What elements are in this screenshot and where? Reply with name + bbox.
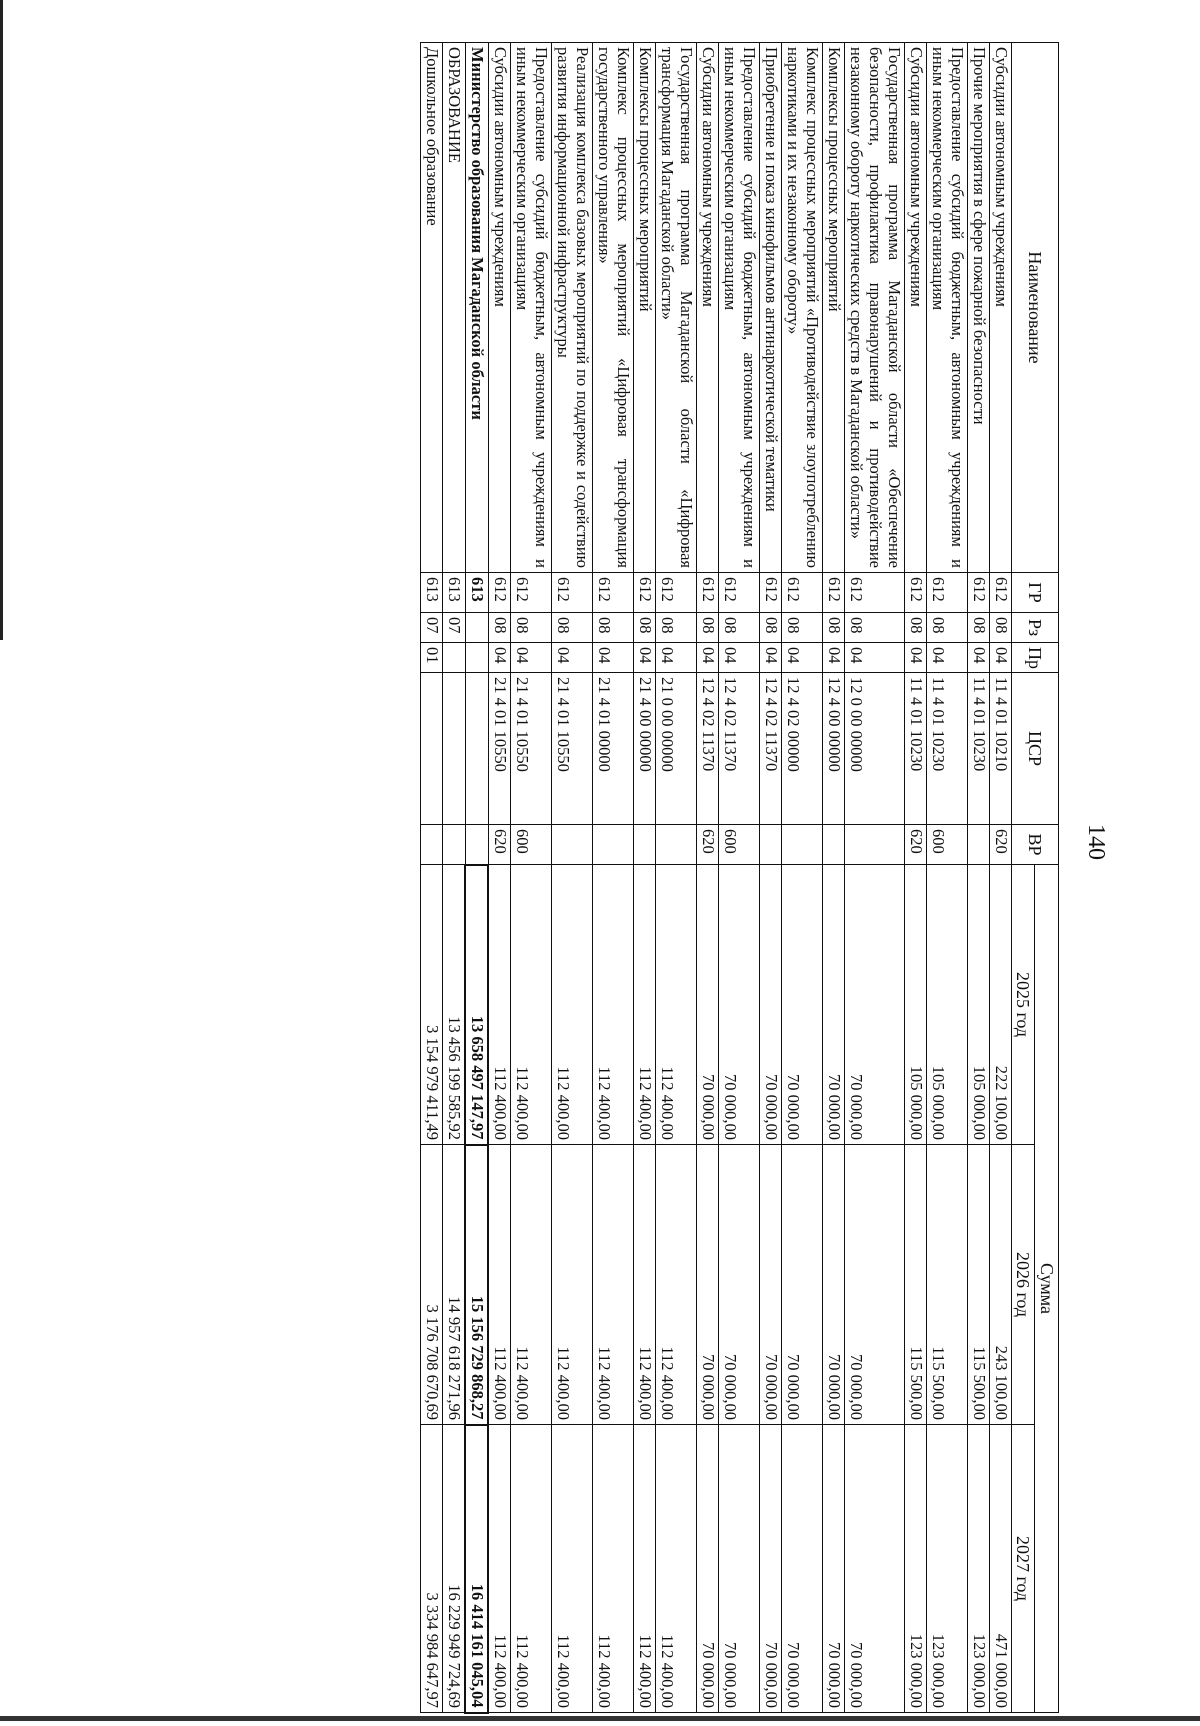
cell-csr: 12 4 02 11370: [719, 673, 760, 825]
cell-vr: [593, 825, 634, 865]
cell-csr: 12 4 02 11370: [760, 673, 782, 825]
header-2027: 2027 год: [1011, 1425, 1035, 1713]
cell-pr: 04: [593, 643, 634, 673]
cell-gr: 612: [822, 573, 844, 613]
table-row: [719, 43, 760, 1713]
cell-y2027: 16 414 161 045,04: [465, 1425, 488, 1713]
cell-name: Государственная программа Магаданской области «Цифровая трансформация Магаданской области»: [656, 43, 697, 573]
cell-csr: 11 4 01 10230: [967, 673, 989, 825]
table-row: [989, 43, 1011, 1713]
cell-vr: 600: [926, 825, 967, 865]
cell-y2027: 112 400,00: [552, 1425, 593, 1713]
cell-rz: 08: [967, 613, 989, 643]
cell-vr: [634, 825, 656, 865]
cell-y2026: 112 400,00: [634, 1145, 656, 1425]
cell-gr: 612: [656, 573, 697, 613]
cell-name: Комплекс процессных мероприятий «Цифровая трансформация государственного управления»: [593, 43, 634, 573]
cell-name: Приобретение и показ кинофильмов антинаркотической тематики: [760, 43, 782, 573]
cell-y2026: 243 100,00: [989, 1145, 1011, 1425]
cell-y2027: 471 000,00: [989, 1425, 1011, 1713]
cell-y2025: 112 400,00: [552, 865, 593, 1145]
cell-gr: 612: [552, 573, 593, 613]
cell-vr: [421, 825, 443, 865]
cell-y2025: 3 154 979 411,49: [421, 865, 443, 1145]
cell-y2027: 70 000,00: [822, 1425, 844, 1713]
cell-pr: 04: [511, 643, 552, 673]
cell-y2027: 112 400,00: [634, 1425, 656, 1713]
cell-vr: 620: [488, 825, 510, 865]
cell-rz: 08: [634, 613, 656, 643]
cell-name: ОБРАЗОВАНИЕ: [443, 43, 465, 573]
cell-rz: 08: [781, 613, 822, 643]
header-csr: ЦСР: [1011, 673, 1058, 825]
header-rz: Рз: [1011, 613, 1058, 643]
header-gr: ГР: [1011, 573, 1058, 613]
cell-y2026: 112 400,00: [656, 1145, 697, 1425]
cell-pr: 04: [926, 643, 967, 673]
cell-gr: 612: [488, 573, 510, 613]
cell-pr: 04: [634, 643, 656, 673]
cell-name: Предоставление субсидий бюджетным, автономным учреждениям и иным некоммерческим организациям: [926, 43, 967, 573]
cell-gr: 612: [989, 573, 1011, 613]
cell-csr: [465, 673, 488, 825]
table-row: [760, 43, 782, 1713]
cell-y2026: 3 176 708 670,69: [421, 1145, 443, 1425]
header-sum: Сумма: [1035, 865, 1059, 1713]
cell-y2025: 70 000,00: [760, 865, 782, 1145]
cell-pr: 04: [656, 643, 697, 673]
cell-name: Реализация комплекса базовых мероприятий по поддержке и содействию развития информационной инфраструктуры: [552, 43, 593, 573]
cell-vr: 620: [904, 825, 926, 865]
cell-name: Министерство образования Магаданской области: [465, 43, 488, 573]
cell-csr: 11 4 01 10230: [926, 673, 967, 825]
cell-csr: 21 4 00 00000: [634, 673, 656, 825]
cell-gr: 612: [904, 573, 926, 613]
cell-pr: [443, 643, 465, 673]
cell-y2026: 70 000,00: [760, 1145, 782, 1425]
cell-gr: 612: [511, 573, 552, 613]
cell-name: Субсидии автономным учреждениям: [989, 43, 1011, 573]
table-row: [926, 43, 967, 1713]
cell-y2027: 16 229 949 724,69: [443, 1425, 465, 1713]
cell-y2026: 112 400,00: [552, 1145, 593, 1425]
cell-rz: [465, 613, 488, 643]
cell-vr: 600: [719, 825, 760, 865]
cell-y2026: 70 000,00: [822, 1145, 844, 1425]
cell-y2027: 70 000,00: [719, 1425, 760, 1713]
cell-vr: [844, 825, 904, 865]
header-pr: Пр: [1011, 643, 1058, 673]
cell-name: Предоставление субсидий бюджетным, автономным учреждениям и иным некоммерческим организациям: [719, 43, 760, 573]
cell-rz: 08: [719, 613, 760, 643]
cell-y2026: 112 400,00: [511, 1145, 552, 1425]
cell-name: Государственная программа Магаданской области «Обеспечение безопасности, профилактика правонарушений и противодействие незаконному обороту наркотических средств в Магаданской области»: [844, 43, 904, 573]
cell-csr: 21 4 01 00000: [593, 673, 634, 825]
cell-y2027: 70 000,00: [844, 1425, 904, 1713]
cell-y2025: 70 000,00: [822, 865, 844, 1145]
cell-rz: 08: [926, 613, 967, 643]
cell-gr: 613: [421, 573, 443, 613]
cell-rz: 08: [822, 613, 844, 643]
cell-y2026: 70 000,00: [781, 1145, 822, 1425]
cell-name: Субсидии автономным учреждениям: [697, 43, 719, 573]
cell-gr: 612: [719, 573, 760, 613]
cell-y2025: 112 400,00: [656, 865, 697, 1145]
page-number: 140: [1083, 824, 1109, 860]
cell-y2026: 14 957 618 271,96: [443, 1145, 465, 1425]
cell-vr: [552, 825, 593, 865]
cell-y2026: 115 500,00: [904, 1145, 926, 1425]
header-vr: ВР: [1011, 825, 1058, 865]
cell-vr: 620: [697, 825, 719, 865]
cell-y2027: 123 000,00: [904, 1425, 926, 1713]
cell-gr: 612: [634, 573, 656, 613]
table-header: [1011, 43, 1058, 1713]
cell-csr: 12 4 02 00000: [781, 673, 822, 825]
cell-rz: 08: [656, 613, 697, 643]
cell-vr: [465, 825, 488, 865]
cell-csr: 12 4 02 11370: [697, 673, 719, 825]
cell-vr: [760, 825, 782, 865]
cell-vr: 620: [989, 825, 1011, 865]
cell-y2027: 70 000,00: [760, 1425, 782, 1713]
cell-gr: 612: [781, 573, 822, 613]
cell-name: Комплекс процессных мероприятий «Противодействие злоупотреблению наркотиками и их незаконному обороту»: [781, 43, 822, 573]
cell-pr: [465, 643, 488, 673]
cell-vr: [781, 825, 822, 865]
cell-csr: 11 4 01 10210: [989, 673, 1011, 825]
cell-pr: 04: [719, 643, 760, 673]
table-row: [634, 43, 656, 1713]
cell-y2025: 105 000,00: [926, 865, 967, 1145]
cell-csr: [443, 673, 465, 825]
cell-csr: 12 0 00 00000: [844, 673, 904, 825]
cell-y2027: 70 000,00: [781, 1425, 822, 1713]
cell-rz: 08: [844, 613, 904, 643]
table-row: [593, 43, 634, 1713]
cell-rz: 07: [421, 613, 443, 643]
cell-y2025: 222 100,00: [989, 865, 1011, 1145]
table-row: [488, 43, 510, 1713]
cell-gr: 612: [760, 573, 782, 613]
cell-y2027: 112 400,00: [656, 1425, 697, 1713]
header-2025: 2025 год: [1011, 865, 1035, 1145]
cell-csr: 21 4 01 10550: [552, 673, 593, 825]
cell-name: Предоставление субсидий бюджетным, автономным учреждениям и иным некоммерческим организациям: [511, 43, 552, 573]
cell-pr: 04: [822, 643, 844, 673]
cell-name: Комплексы процессных мероприятий: [634, 43, 656, 573]
cell-csr: 11 4 01 10230: [904, 673, 926, 825]
cell-vr: 600: [511, 825, 552, 865]
cell-pr: 04: [967, 643, 989, 673]
cell-y2026: 70 000,00: [697, 1145, 719, 1425]
budget-table: [421, 42, 1060, 1714]
cell-y2025: 70 000,00: [697, 865, 719, 1145]
cell-y2025: 13 658 497 147,97: [465, 865, 488, 1145]
cell-y2027: 3 334 984 647,97: [421, 1425, 443, 1713]
table-row: [844, 43, 904, 1713]
cell-rz: 08: [593, 613, 634, 643]
cell-y2027: 70 000,00: [697, 1425, 719, 1713]
cell-name: Дошкольное образование: [421, 43, 443, 573]
cell-vr: [967, 825, 989, 865]
rotated-page-content: [159, 42, 1109, 1712]
cell-gr: 612: [593, 573, 634, 613]
cell-rz: 08: [904, 613, 926, 643]
cell-pr: 04: [552, 643, 593, 673]
cell-y2025: 70 000,00: [781, 865, 822, 1145]
cell-csr: 12 4 00 00000: [822, 673, 844, 825]
table-row: [465, 43, 488, 1713]
cell-y2025: 105 000,00: [904, 865, 926, 1145]
cell-pr: 04: [904, 643, 926, 673]
cell-pr: 04: [760, 643, 782, 673]
cell-csr: [421, 673, 443, 825]
cell-pr: 04: [697, 643, 719, 673]
table-row: [781, 43, 822, 1713]
cell-y2025: 112 400,00: [511, 865, 552, 1145]
table-row: [967, 43, 989, 1713]
cell-rz: 08: [552, 613, 593, 643]
cell-rz: 08: [511, 613, 552, 643]
cell-y2025: 70 000,00: [719, 865, 760, 1145]
cell-y2026: 115 500,00: [926, 1145, 967, 1425]
cell-y2025: 70 000,00: [844, 865, 904, 1145]
cell-y2026: 15 156 729 868,27: [465, 1145, 488, 1425]
cell-gr: 612: [697, 573, 719, 613]
table-row: [421, 43, 443, 1713]
header-2026: 2026 год: [1011, 1145, 1035, 1425]
cell-gr: 612: [967, 573, 989, 613]
table-row: [552, 43, 593, 1713]
cell-gr: 612: [844, 573, 904, 613]
table-body: [421, 43, 1011, 1713]
cell-rz: 08: [697, 613, 719, 643]
cell-csr: 21 4 01 10550: [488, 673, 510, 825]
cell-rz: 08: [989, 613, 1011, 643]
cell-y2025: 112 400,00: [488, 865, 510, 1145]
cell-y2026: 112 400,00: [593, 1145, 634, 1425]
cell-csr: 21 0 00 00000: [656, 673, 697, 825]
cell-name: Субсидии автономным учреждениям: [904, 43, 926, 573]
cell-name: Прочие мероприятия в сфере пожарной безопасности: [967, 43, 989, 573]
cell-y2025: 13 456 199 585,92: [443, 865, 465, 1145]
cell-y2026: 115 500,00: [967, 1145, 989, 1425]
cell-vr: [656, 825, 697, 865]
cell-gr: 613: [465, 573, 488, 613]
cell-csr: 21 4 01 10550: [511, 673, 552, 825]
cell-y2025: 112 400,00: [634, 865, 656, 1145]
cell-y2025: 112 400,00: [593, 865, 634, 1145]
cell-rz: 08: [760, 613, 782, 643]
cell-y2026: 70 000,00: [719, 1145, 760, 1425]
cell-rz: 07: [443, 613, 465, 643]
cell-y2026: 70 000,00: [844, 1145, 904, 1425]
cell-y2027: 112 400,00: [593, 1425, 634, 1713]
cell-gr: 613: [443, 573, 465, 613]
cell-pr: 04: [781, 643, 822, 673]
table-row: [656, 43, 697, 1713]
cell-y2025: 105 000,00: [967, 865, 989, 1145]
cell-y2027: 112 400,00: [488, 1425, 510, 1713]
cell-name: Субсидии автономным учреждениям: [488, 43, 510, 573]
cell-pr: 04: [844, 643, 904, 673]
header-name: Наименование: [1011, 43, 1058, 573]
table-row: [443, 43, 465, 1713]
table-row: [697, 43, 719, 1713]
cell-y2027: 112 400,00: [511, 1425, 552, 1713]
cell-vr: [443, 825, 465, 865]
cell-pr: 01: [421, 643, 443, 673]
table-row: [822, 43, 844, 1713]
table-row: [904, 43, 926, 1713]
cell-y2027: 123 000,00: [967, 1425, 989, 1713]
cell-name: Комплексы процессных мероприятий: [822, 43, 844, 573]
table-row: [511, 43, 552, 1713]
cell-pr: 04: [989, 643, 1011, 673]
cell-gr: 612: [926, 573, 967, 613]
cell-rz: 08: [488, 613, 510, 643]
cell-vr: [822, 825, 844, 865]
cell-y2026: 112 400,00: [488, 1145, 510, 1425]
cell-pr: 04: [488, 643, 510, 673]
cell-y2027: 123 000,00: [926, 1425, 967, 1713]
